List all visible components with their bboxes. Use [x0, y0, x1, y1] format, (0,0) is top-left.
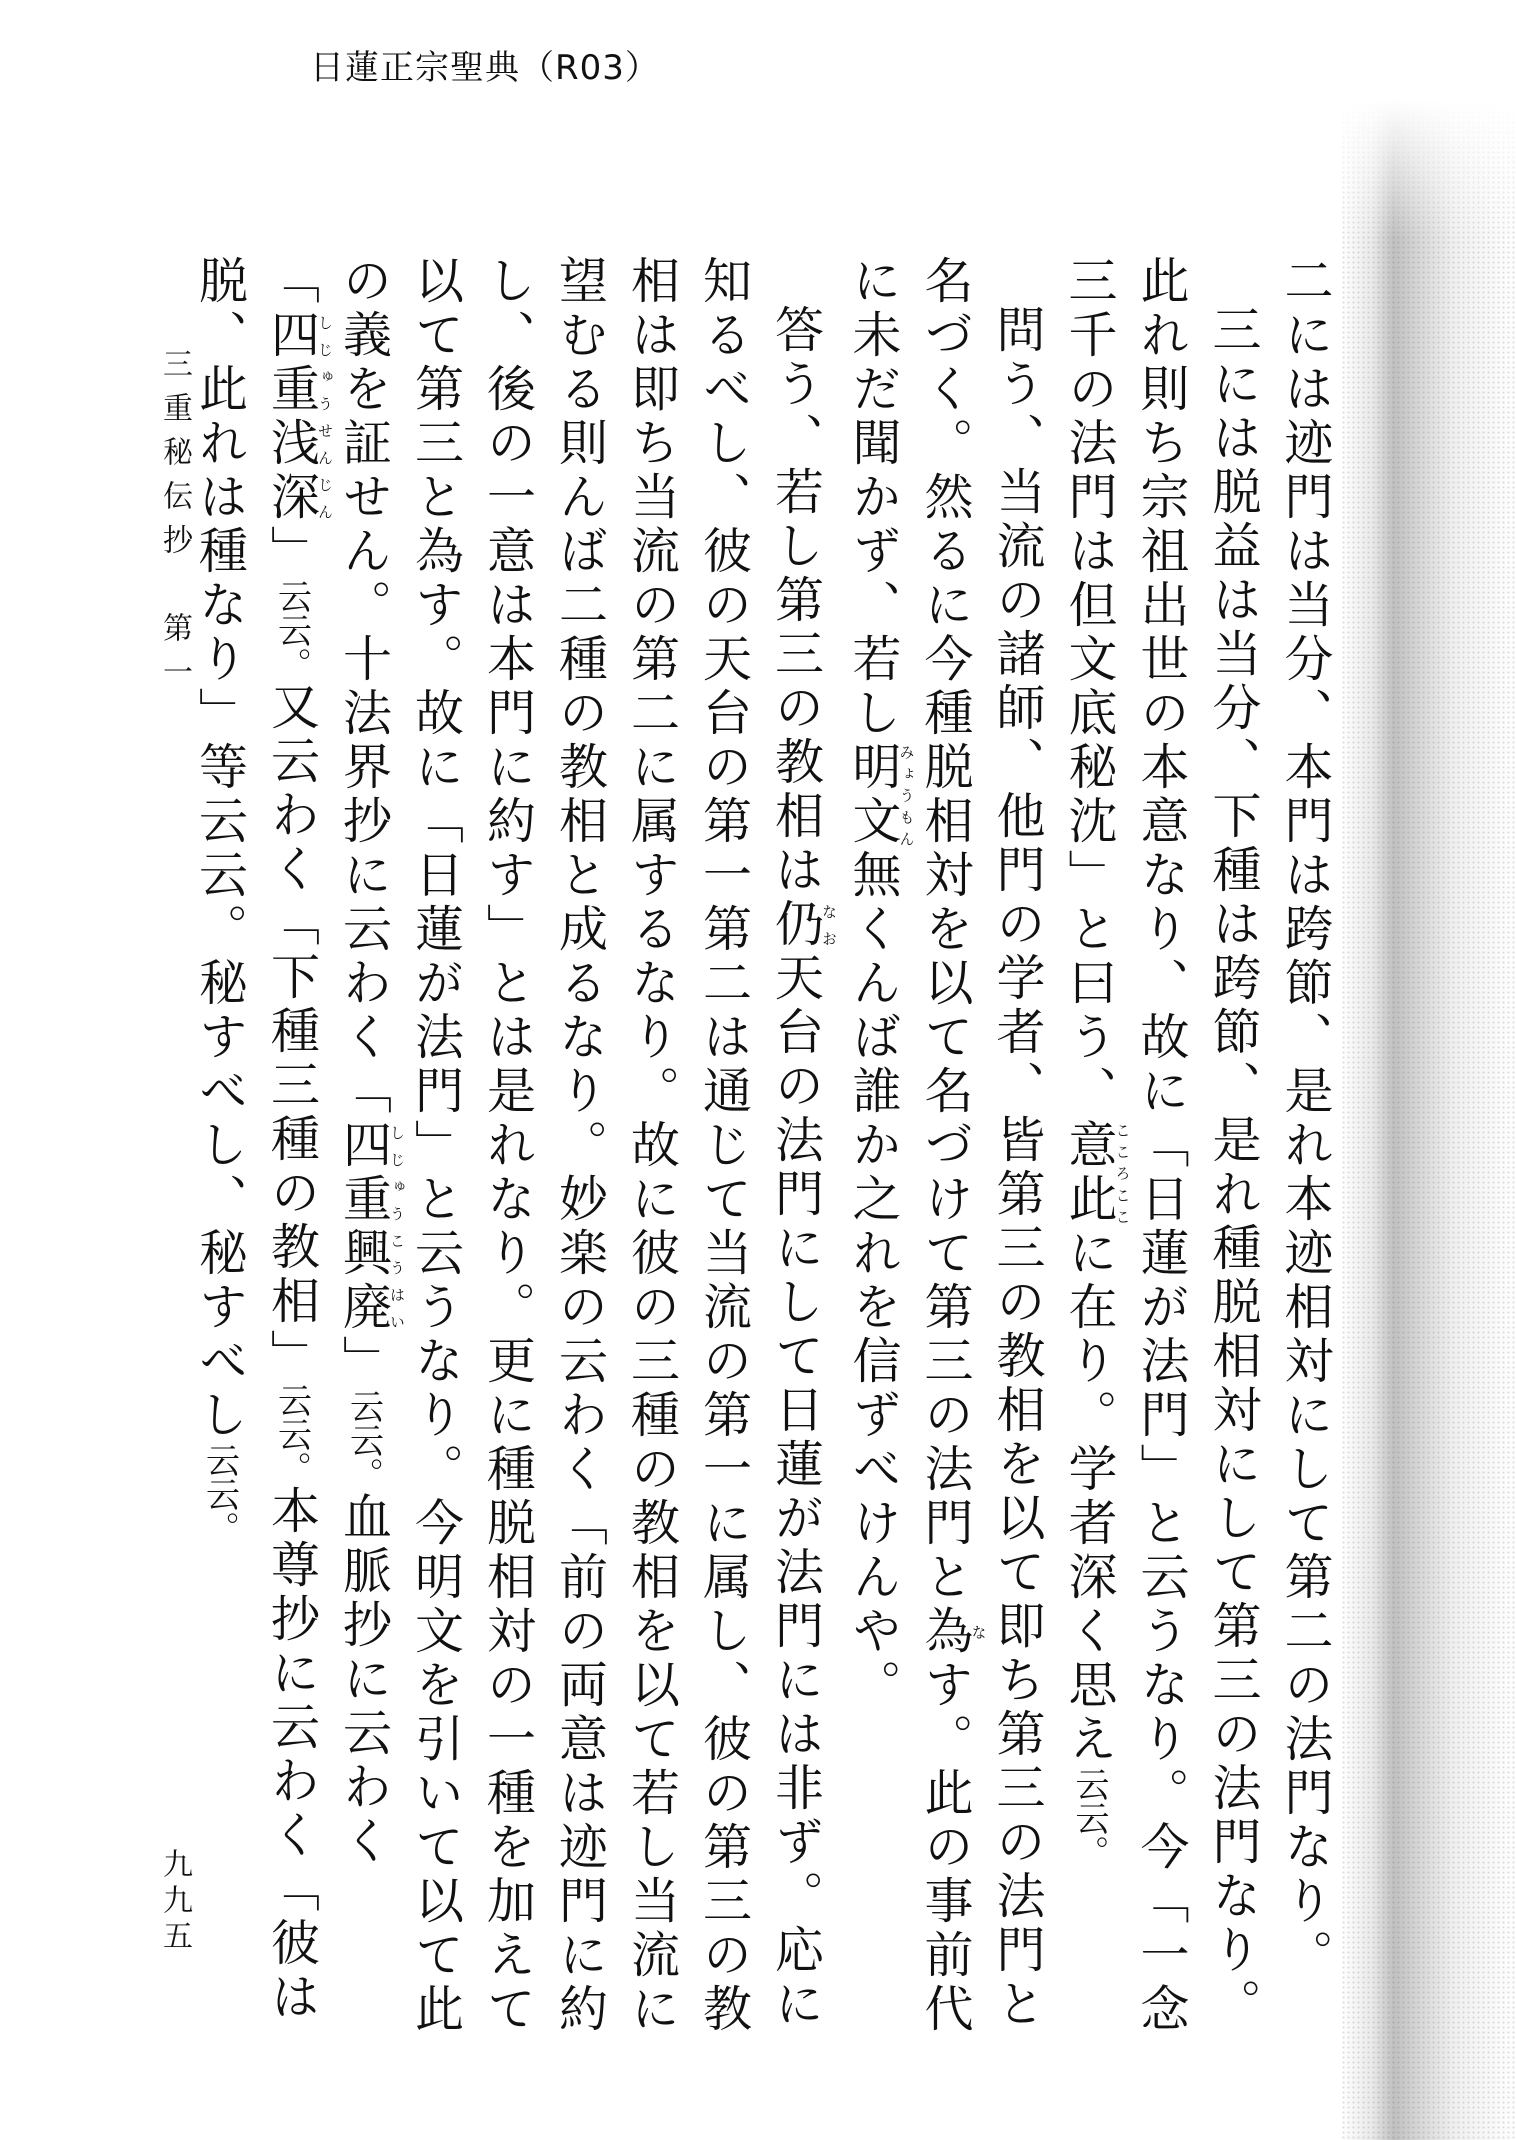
yunyun-mark: 云云。 — [271, 1383, 312, 1485]
ruby-reading: しじゅうせんじん — [316, 309, 334, 525]
ruby-base: 四重浅深 — [263, 309, 321, 525]
ruby-reading: しじゅうこうはい — [388, 1119, 406, 1335]
paragraph-1 — [1269, 255, 1341, 2055]
paragraph-2 — [1053, 255, 1269, 2055]
running-footer-title: 三重秘伝抄 第一 — [157, 348, 192, 700]
text-segment: 又云わく「下種三種の教相」 — [263, 681, 321, 1383]
ruby-base: 為 — [917, 1605, 974, 1659]
text-segment: に在り。学者深く思え — [1061, 1227, 1118, 1767]
ruby-reading: なお — [820, 898, 838, 952]
ruby-reading: みょうもん — [897, 741, 916, 849]
ruby-annotation — [845, 741, 916, 849]
ruby-reading: な — [969, 1605, 988, 1659]
ruby-base: 意此 — [1061, 1119, 1118, 1227]
yunyun-mark: 云云。 — [1069, 1767, 1109, 1869]
ruby-annotation — [767, 898, 838, 952]
yunyun-mark: 云云。 — [343, 1389, 384, 1491]
text-segment: す。此の事前代に未だ聞かず、若し — [845, 255, 974, 2037]
text-segment: 」 — [335, 1335, 393, 1389]
ruby-base: 四重興廃 — [335, 1119, 393, 1335]
main-text — [184, 255, 1342, 2055]
scan-shadow — [1341, 100, 1516, 2140]
page-number: 九九五 — [157, 1848, 192, 1956]
ruby-annotation — [263, 309, 334, 525]
ruby-reading: こころここ — [1113, 1119, 1132, 1227]
text-segment: 問う、当流の諸師、他門の学者、皆第三の教相を以て即ち第三の法門と名づく。然るに今種脱相対を以て名づけて第三の法門と — [917, 255, 1046, 2032]
text-segment: 血脈抄に云わく「 — [263, 255, 393, 1869]
yunyun-mark: 云云。 — [199, 1443, 240, 1545]
header-title: 日蓮正宗聖典（R03） — [310, 48, 660, 88]
text-segment: 」 — [263, 525, 321, 579]
paragraph-3 — [837, 255, 1053, 2055]
yunyun-mark: 云云。 — [271, 579, 312, 681]
ruby-base: 明文 — [845, 741, 902, 849]
paragraph-4 — [184, 255, 838, 2055]
ruby-annotation — [335, 1119, 406, 1335]
text-segment: 無くんば誰か之れを信ずべけんや。 — [845, 849, 902, 1713]
ruby-base: 仍 — [767, 898, 825, 952]
text-segment: 二には迹門は当分、本門は跨節、是れ本迹相対にして第二の法門なり。 — [1277, 255, 1334, 1983]
text-segment: 本尊抄に云わく「彼は脱、此れは種なり」等云云。秘すべし、秘すべし — [191, 255, 321, 2025]
text-segment: 三には脱益は当分、下種は跨節、是れ種脱相対にして第三の法門なり。此れ則ち宗祖出世の本意なり、故に「日蓮が法門」と云うなり。今「一念三千の法門は但文底秘沈」と曰う、 — [1061, 255, 1262, 2037]
ruby-annotation — [1061, 1119, 1132, 1227]
ruby-annotation — [917, 1605, 988, 1659]
text-segment: 答う、若し第三の教相は — [767, 304, 825, 898]
text-segment: 天台の法門にして日蓮が法門には非ず。応に知るべし、彼の天台の第一第二は通じて当流の第一に属し、彼の第三の教相は即ち当流の第二に属するなり。故に彼の三種の教相を以て若し当流に望むる則んば二種の教相と成るなり。妙楽の云わく「前の両意は迹門に約し、後の一意は本門に約す」とは是れなり。更に種脱相対の一種を加えて以て第三と為す。故に「日蓮が法門」と云うなり。今明文を引いて以て此の義を証せん。十法界抄に云わく「 — [335, 255, 825, 2037]
